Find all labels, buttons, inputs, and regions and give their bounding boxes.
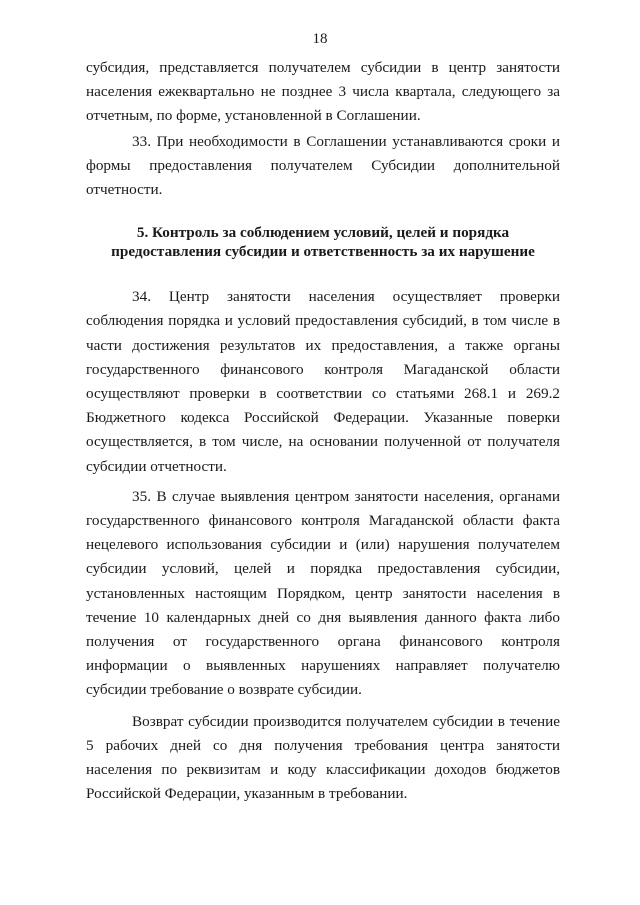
paragraph-continuation: субсидия, представляется получателем субсидии в центр занятости населения ежеквартально не позднее 3 числа квартала, следующего за отчетным, по форме, установленной в Соглашении.: [86, 59, 560, 125]
paragraph-33: 33. При необходимости в Соглашении устанавливаются сроки и формы предоставления получателем Субсидии дополнительной отчетности.: [86, 132, 560, 199]
page-number: 18: [312, 31, 328, 47]
section-heading-line-1: 5. Контроль за соблюдением условий, целей и порядка: [136, 224, 510, 242]
paragraph-return: Возврат субсидии производится получателем субсидии в течение 5 рабочих дней со дня получения требования центра занятости населения по реквизитам и коду классификации доходов бюджетов Российской Федерации, указанным в требовании.: [86, 712, 560, 803]
document-body: [86, 56, 560, 806]
section-heading-line-2: предоставления субсидии и ответственность за их нарушение: [111, 242, 535, 260]
paragraph-35: 35. В случае выявления центром занятости населения, органами государственного финансового контроля Магаданской области факта нецелевого использования субсидии и (или) нарушения получателем субсидии условий, целей и порядка предоставления субсидии, установленных настоящим Порядком, центр занятости населения в течение 10 календарных дней со дня выявления данного факта либо получения от государственного органа финансового контроля информации о выявленных нарушениях направляет получателю субсидии требование о возврате субсидии.: [86, 487, 560, 699]
paragraph-34: 34. Центр занятости населения осуществляет проверки соблюдения порядка и условий предоставления субсидий, в том числе в части достижения результатов их предоставления, а также органы государственного финансового контроля Магаданской области осуществляют проверки в соответствии со статьями 268.1 и 269.2 Бюджетного кодекса Российской Федерации. Указанные поверки осуществляется, в том числе, на основании полученной от получателя субсидии отчетности.: [86, 288, 560, 475]
section-heading: [86, 224, 560, 261]
